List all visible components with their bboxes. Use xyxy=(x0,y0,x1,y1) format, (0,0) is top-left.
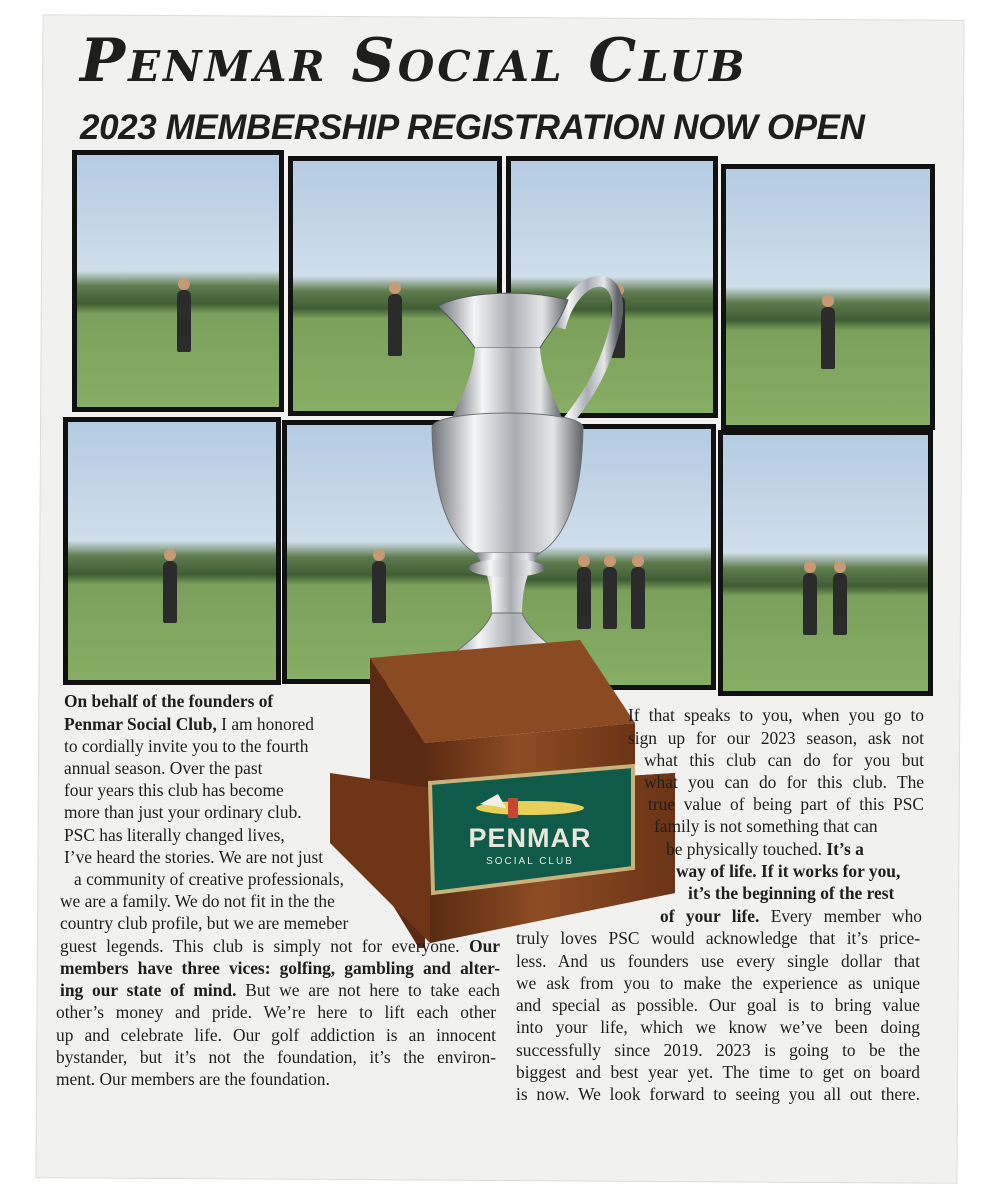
body-right-line xyxy=(628,704,924,726)
page-title: Penmar Social Club xyxy=(80,26,748,96)
body-right-line xyxy=(644,771,924,793)
body-left-text: country club profile, but we are memeber xyxy=(60,913,349,933)
body-left-line xyxy=(64,801,302,823)
body-right-text-tail: Every member who xyxy=(759,906,922,926)
body-left-text: ment. Our members are the foundation. xyxy=(56,1069,330,1089)
body-left-line xyxy=(64,824,285,846)
body-left-line xyxy=(60,890,335,912)
body-left-text: members have three vices: golfing, gambling and alter- xyxy=(60,958,500,978)
body-right-text: true value of being part of this PSC xyxy=(648,794,924,814)
plaque-sub: SOCIAL CLUB xyxy=(486,856,574,867)
body-left-text: more than just your ordinary club. xyxy=(64,802,302,822)
body-left-line xyxy=(64,779,284,801)
body-left-text: Penmar Social Club, xyxy=(64,714,217,734)
body-right-text-tail: It’s a xyxy=(822,839,864,859)
body-right-text: less. And us founders use every single dollar that xyxy=(516,951,920,971)
body-right-line xyxy=(516,972,920,994)
trophy-body xyxy=(432,413,583,553)
body-left-line xyxy=(64,846,323,868)
golf-photo-4 xyxy=(721,164,935,430)
body-right-line xyxy=(648,793,924,815)
body-right-text: what this club can do for you but xyxy=(644,750,924,770)
golf-photo-8 xyxy=(718,430,933,696)
body-left-text: to cordially invite you to the fourth xyxy=(64,736,309,756)
body-left-line xyxy=(60,935,500,957)
body-left-text-tail: I am honored xyxy=(216,714,314,734)
body-right-text: and special as possible. Our goal is to bring value xyxy=(516,995,920,1015)
body-right-line xyxy=(666,838,864,860)
body-left-text: guest legends. This club is simply not for everyone. xyxy=(60,936,460,956)
body-left-text: annual season. Over the past xyxy=(64,758,263,778)
body-left-text: On behalf of the founders of xyxy=(64,691,274,711)
body-left-line xyxy=(56,1068,330,1090)
body-left-line xyxy=(56,1024,496,1046)
body-left-text: a community of creative professionals, xyxy=(74,869,344,889)
body-right-text: of your life. xyxy=(660,906,760,926)
body-right-text: If that speaks to you, when you go to xyxy=(628,705,924,725)
body-right-text: we ask from you to make the experience as unique xyxy=(516,973,920,993)
body-right-line xyxy=(516,950,920,972)
body-right-line xyxy=(516,994,920,1016)
body-left-line xyxy=(60,957,500,979)
body-right-line xyxy=(644,749,924,771)
trophy-illustration xyxy=(330,268,675,948)
body-left-text: ing our state of mind. xyxy=(60,980,237,1000)
body-right-text: into your life, which we know we’ve been doing xyxy=(516,1017,920,1037)
body-left-text-tail: Our xyxy=(459,936,500,956)
body-left-text: up and celebrate life. Our golf addiction is an innocent xyxy=(56,1025,496,1045)
body-left-text: bystander, but it’s not the foundation, it’s the environ- xyxy=(56,1047,496,1067)
golf-photo-5 xyxy=(63,417,281,685)
body-right-text: truly loves PSC would acknowledge that it’s price- xyxy=(516,928,920,948)
trophy-rim xyxy=(438,293,568,348)
body-right-text: successfully since 2019. 2023 is going to be the xyxy=(516,1040,920,1060)
body-left-line xyxy=(56,1001,496,1023)
body-left-text: I’ve heard the stories. We are not just xyxy=(64,847,324,867)
body-left-text: we are a family. We do not fit in the the xyxy=(60,891,335,911)
body-right-line xyxy=(516,927,920,949)
body-left-line xyxy=(64,757,262,779)
trophy-neck xyxy=(452,348,562,418)
body-right-text: it’s the beginning of the rest xyxy=(688,883,895,903)
page-subtitle: 2023 MEMBERSHIP REGISTRATION NOW OPEN xyxy=(80,108,865,147)
body-right-text: biggest and best year yet. The time to get on board xyxy=(516,1062,920,1082)
body-right-line xyxy=(516,1061,920,1083)
plaque-brand: PENMAR xyxy=(468,823,592,853)
body-left-line xyxy=(64,713,314,735)
body-right-text: be physically touched. xyxy=(666,839,822,859)
body-left-line xyxy=(56,1046,496,1068)
body-left-line xyxy=(74,868,344,890)
body-right-line xyxy=(654,815,878,837)
body-left-line xyxy=(64,735,308,757)
body-right-line xyxy=(516,1016,920,1038)
body-left-line xyxy=(60,912,348,934)
body-right-line xyxy=(516,1083,920,1105)
body-left-text: PSC has literally changed lives, xyxy=(64,825,285,845)
body-right-text: is now. We look forward to seeing you all out there. xyxy=(516,1084,920,1104)
body-right-text: way of life. If it works for you, xyxy=(676,861,901,881)
body-right-text: sign up for our 2023 season, ask not xyxy=(628,728,924,748)
body-left-text-tail: But we are not here to take each xyxy=(236,980,500,1000)
body-left-text: other’s money and pride. We’re here to lift each other xyxy=(56,1002,496,1022)
body-left-text: four years this club has become xyxy=(64,780,284,800)
body-right-text: family is not something that can xyxy=(654,816,878,836)
body-right-line xyxy=(628,727,924,749)
body-left-line xyxy=(64,690,273,712)
body-right-text: what you can do for this club. The xyxy=(644,772,924,792)
golf-photo-1 xyxy=(72,150,284,412)
body-left-line xyxy=(60,979,500,1001)
body-right-line xyxy=(660,905,922,927)
body-right-line xyxy=(676,860,900,882)
body-right-line xyxy=(516,1039,920,1061)
body-right-line xyxy=(688,882,894,904)
